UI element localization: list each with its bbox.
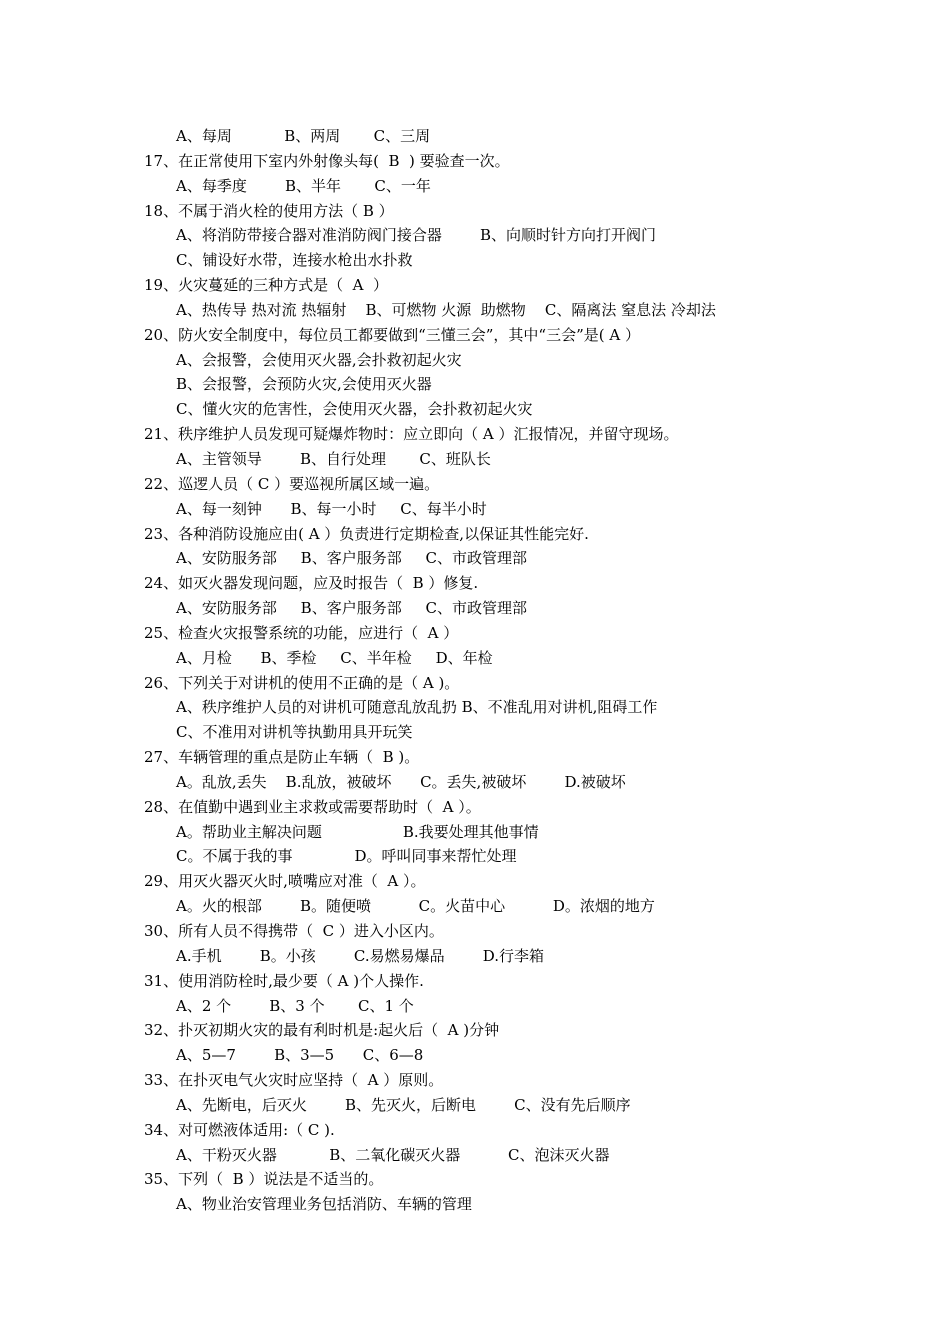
answer-options: A、每周 B、两周 C、三周 — [176, 127, 431, 145]
question-text: 22、巡逻人员（ C ）要巡视所属区域一遍。 — [144, 474, 440, 493]
question-list — [144, 124, 824, 1217]
answer-options: A、干粉灭火器 B、二氧化碳灭火器 C、泡沫灭火器 — [176, 1145, 610, 1164]
question-text: 19、火灾蔓延的三种方式是（ A ） — [144, 276, 388, 295]
question-text: 32、扑灭初期火灾的最有利时机是:起火后（ A )分钟 — [144, 1021, 500, 1040]
question-text: 23、各种消防设施应由( A ）负责进行定期检查,以保证其性能完好. — [144, 524, 589, 543]
answer-options: A。乱放,丢失 B.乱放，被破坏 C。丢失,被破坏 D.被破坏 — [176, 772, 626, 791]
answer-options: C、不准用对讲机等执勤用具开玩笑 — [176, 723, 413, 742]
question-text: 21、秩序维护人员发现可疑爆炸物时：应立即向（ A ）汇报情况，并留守现场。 — [144, 425, 679, 444]
question-text: 20、防火安全制度中，每位员工都要做到“三懂三会”，其中“三会”是( A ） — [144, 325, 640, 344]
answer-options: A、热传导 热对流 热辐射 B、可燃物 火源 助燃物 C、隔离法 窒息法 冷却法 — [176, 300, 716, 319]
answer-options: A。火的根部 B。随便喷 C。火苗中心 D。浓烟的地方 — [176, 897, 655, 916]
answer-options: A、将消防带接合器对准消防阀门接合器 B、向顺时针方向打开阀门 — [176, 226, 657, 245]
answer-options: A。帮助业主解决问题 B.我要处理其他事情 — [176, 822, 539, 841]
answer-options: A、月检 B、季检 C、半年检 D、年检 — [176, 648, 493, 667]
answer-options: A、2 个 B、3 个 C、1 个 — [176, 996, 414, 1015]
question-text: 30、所有人员不得携带（ C ）进入小区内。 — [144, 922, 444, 940]
answer-options: A、物业治安管理业务包括消防、车辆的管理 — [176, 1195, 472, 1214]
answer-options: B、会报警，会预防火灾,会使用灭火器 — [176, 375, 432, 394]
question-text: 18、不属于消火栓的使用方法（ B ） — [144, 201, 394, 220]
answer-options: A、主管领导 B、自行处理 C、班队长 — [176, 449, 491, 468]
answer-options: A、会报警，会使用灭火器,会扑救初起火灾 — [176, 350, 462, 369]
answer-options: A、先断电，后灭火 B、先灭火，后断电 C、没有先后顺序 — [176, 1095, 631, 1114]
answer-options: A、5—7 B、3—5 C、6—8 — [176, 1046, 424, 1065]
question-text: 28、在值勤中遇到业主求救或需要帮助时（ A ）。 — [144, 797, 481, 816]
question-text: 17、在正常使用下室内外射像头每( B ) 要验查一次。 — [144, 151, 510, 170]
answer-options: A、安防服务部 B、客户服务部 C、市政管理部 — [176, 599, 528, 618]
answer-options: C。不属于我的事 D。呼叫同事来帮忙处理 — [176, 847, 517, 866]
question-text: 34、对可燃液体适用:（ C ). — [144, 1120, 335, 1139]
question-text: 29、用灭火器灭火时,喷嘴应对准（ A ）。 — [144, 872, 426, 891]
answer-options: A、每季度 B、半年 C、一年 — [176, 176, 431, 195]
answer-options: A、秩序维护人员的对讲机可随意乱放乱扔 B、不准乱用对讲机,阻碍工作 — [176, 698, 658, 717]
question-text: 31、使用消防栓时,最少要（ A )个人操作. — [144, 971, 424, 990]
answer-options: C、铺设好水带，连接水枪出水扑救 — [176, 251, 413, 270]
question-text: 35、下列（ B ）说法是不适当的。 — [144, 1170, 384, 1189]
question-text: 33、在扑灭电气火灾时应坚持（ A ）原则。 — [144, 1071, 444, 1090]
answer-options: A.手机 B。小孩 C.易燃易爆品 D.行李箱 — [176, 946, 545, 965]
answer-options: A、每一刻钟 B、每一小时 C、每半小时 — [176, 499, 487, 518]
answer-options: A、安防服务部 B、客户服务部 C、市政管理部 — [176, 549, 528, 568]
question-text: 25、检查火灾报警系统的功能，应进行（ A ） — [144, 623, 459, 642]
question-text: 27、车辆管理的重点是防止车辆（ B )。 — [144, 748, 420, 767]
question-text: 26、下列关于对讲机的使用不正确的是（ A )。 — [144, 673, 460, 692]
question-text: 24、如灭火器发现问题，应及时报告（ B ）修复. — [144, 574, 479, 593]
answer-options: C、懂火灾的危害性，会使用灭火器，会扑救初起火灾 — [176, 400, 533, 419]
